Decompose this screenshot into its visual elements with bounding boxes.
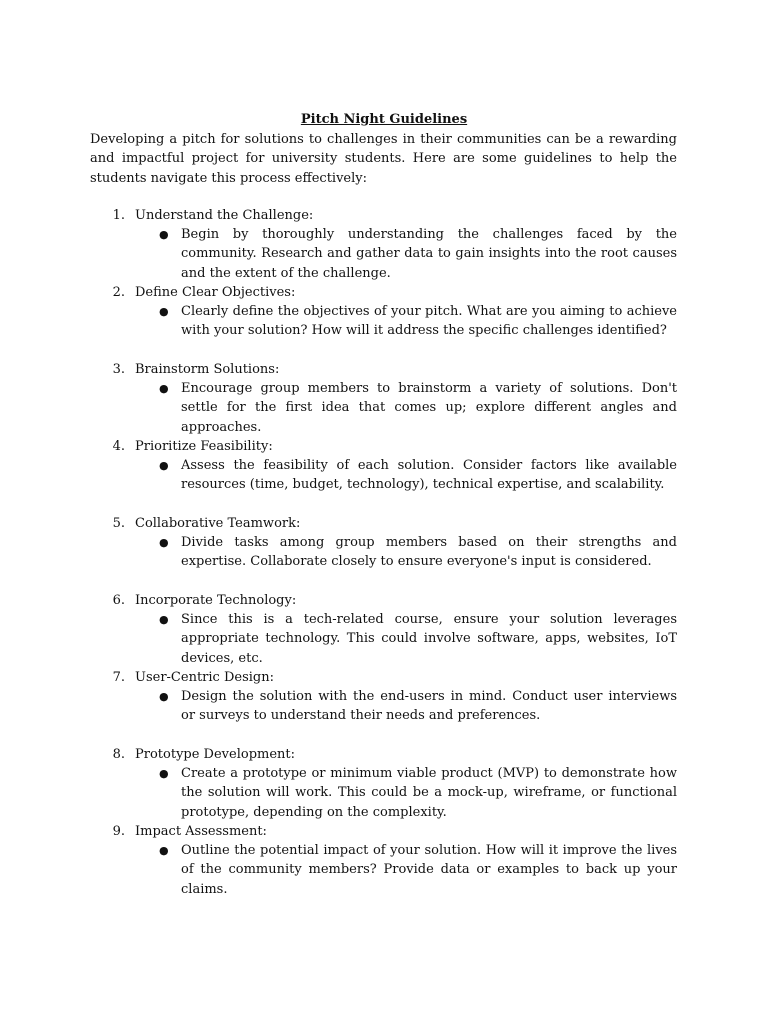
list-item <box>0 283 768 360</box>
item-heading: Incorporate Technology: <box>135 593 297 608</box>
item-number: 3. <box>112 362 125 377</box>
item-heading: Prioritize Feasibility: <box>135 439 273 454</box>
list-item <box>0 514 768 591</box>
list-item <box>0 360 768 437</box>
item-bullet-text: Outline the potential impact of your solution. How will it improve the lives of the community members? Provide data or examples to back up your claims. <box>181 843 677 897</box>
list-item <box>0 206 768 283</box>
bullet-dot-icon: ● <box>159 690 169 703</box>
item-number: 7. <box>112 670 125 685</box>
item-heading: Define Clear Objectives: <box>135 285 296 300</box>
item-heading: Understand the Challenge: <box>135 208 314 223</box>
item-number: 2. <box>112 285 125 300</box>
item-heading: User-Centric Design: <box>135 670 274 685</box>
bullet-dot-icon: ● <box>159 459 169 472</box>
bullet-dot-icon: ● <box>159 844 169 857</box>
item-number: 4. <box>112 439 125 454</box>
list-item <box>0 745 768 822</box>
bullet-dot-icon: ● <box>159 382 169 395</box>
item-number: 8. <box>112 747 125 762</box>
bullet-dot-icon: ● <box>159 305 169 318</box>
item-heading: Collaborative Teamwork: <box>135 516 301 531</box>
list-item <box>0 591 768 668</box>
item-bullet-text: Clearly define the objectives of your pitch. What are you aiming to achieve with your solution? How will it address the specific challenges identified? <box>181 304 677 339</box>
item-heading: Prototype Development: <box>135 747 296 762</box>
item-bullet-text: Create a prototype or minimum viable product (MVP) to demonstrate how the solution will work. This could be a mock-up, wireframe, or functional prototype, depending on the complexity. <box>181 766 677 820</box>
item-number: 6. <box>112 593 125 608</box>
list-item <box>0 437 768 514</box>
bullet-dot-icon: ● <box>159 536 169 549</box>
item-number: 1. <box>112 208 125 223</box>
bullet-dot-icon: ● <box>159 228 169 241</box>
item-bullet-text: Encourage group members to brainstorm a variety of solutions. Don't settle for the first idea that comes up; explore different angles and approaches. <box>181 381 677 435</box>
bullet-dot-icon: ● <box>159 613 169 626</box>
item-number: 5. <box>112 516 125 531</box>
guidelines-list <box>0 206 768 899</box>
item-bullet-text: Begin by thoroughly understanding the challenges faced by the community. Research and gather data to gain insights into the root causes and the extent of the challenge. <box>181 227 677 281</box>
item-number: 9. <box>112 824 125 839</box>
item-bullet-text: Design the solution with the end-users in mind. Conduct user interviews or surveys to understand their needs and preferences. <box>181 689 677 724</box>
list-item <box>0 822 768 899</box>
bullet-dot-icon: ● <box>159 767 169 780</box>
item-heading: Brainstorm Solutions: <box>135 362 280 377</box>
document-title: Pitch Night Guidelines <box>300 112 468 127</box>
item-bullet-text: Assess the feasibility of each solution. Consider factors like available resources (time, budget, technology), technical expertise, and scalability. <box>181 458 677 493</box>
item-bullet-text: Divide tasks among group members based on their strengths and expertise. Collaborate closely to ensure everyone's input is considered. <box>181 535 677 570</box>
intro-paragraph: Developing a pitch for solutions to challenges in their communities can be a rewarding and impactful project for university students. Here are some guidelines to help the students navigate this process effectively: <box>90 132 677 186</box>
item-heading: Impact Assessment: <box>135 824 267 839</box>
list-item <box>0 668 768 745</box>
item-bullet-text: Since this is a tech-related course, ensure your solution leverages appropriate technology. This could involve software, apps, websites, IoT devices, etc. <box>181 612 677 666</box>
